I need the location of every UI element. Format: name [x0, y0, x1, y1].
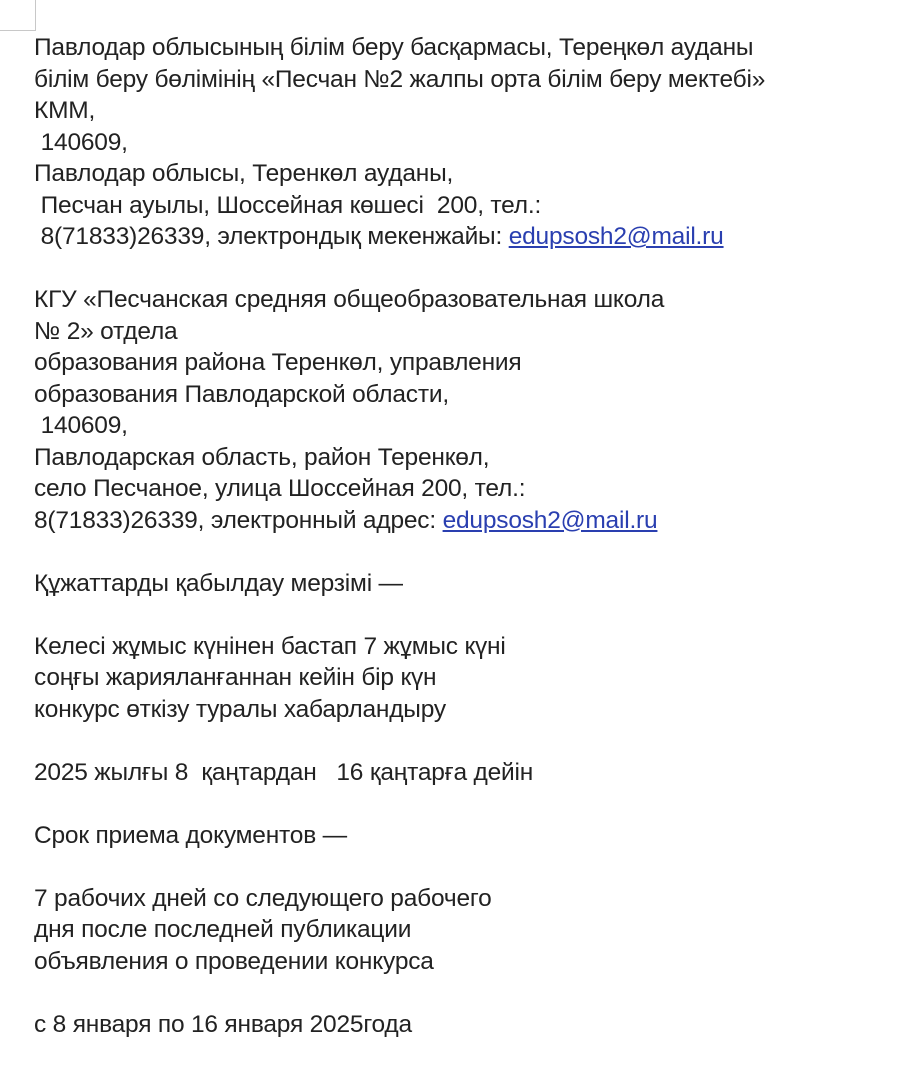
ru-postal-code: 140609,: [34, 412, 128, 439]
kz-org-line-3: КММ,: [34, 97, 96, 124]
kz-phone-text: 8(71833)26339, электрондық мекенжайы:: [34, 223, 509, 250]
kz-org-line-1: Павлодар облысының білім беру басқармасы, Тереңкөл ауданы: [34, 34, 754, 61]
ru-org-line-4: образования Павлодарской области,: [34, 380, 449, 408]
kz-deadline-dates: 2025 жылғы 8 қаңтардан 16 қаңтарға дейін: [34, 758, 534, 786]
kz-deadline-line-2: соңғы жарияланғаннан кейін бір күн: [34, 664, 437, 691]
kz-email-link[interactable]: edupsosh2@mail.ru: [508, 223, 724, 250]
ru-street-address: село Песчаное, улица Шоссейная 200, тел.:: [34, 475, 526, 502]
ru-deadline-heading: Срок приема документов —: [34, 821, 347, 849]
kz-postal-code: 140609,: [34, 128, 128, 156]
ru-deadline-dates: с 8 января по 16 января 2025года: [34, 1010, 412, 1038]
kz-deadline-description: [34, 631, 904, 726]
ru-org-line-2: № 2» отдела: [34, 317, 178, 345]
document-body: [34, 32, 904, 1040]
ru-deadline-line-1: 7 рабочих дней со следующего рабочего: [34, 884, 492, 912]
kazakh-address-block: [34, 32, 904, 253]
ru-deadline-line-3: объявления о проведении конкурса: [34, 947, 434, 975]
spacer: [34, 253, 904, 285]
spacer: [34, 599, 904, 631]
ru-deadline-line-2: дня после последней публикации: [34, 916, 412, 943]
ru-phone-text: 8(71833)26339, электронный адрес:: [34, 506, 443, 534]
russian-address-block: [34, 284, 904, 536]
kz-street-address: Песчан ауылы, Шоссейная көшесі 200, тел.:: [34, 191, 542, 219]
kz-org-line-2: білім беру бөлімінің «Песчан №2 жалпы орта білім беру мектебі»: [34, 65, 766, 93]
spacer: [34, 977, 904, 1009]
spacer: [34, 851, 904, 883]
ru-email-link[interactable]: edupsosh2@mail.ru: [442, 506, 658, 534]
ru-org-line-3: образования района Теренкөл, управления: [34, 349, 522, 376]
kz-deadline-heading: Құжаттарды қабылдау мерзімі —: [34, 569, 403, 597]
kz-deadline-line-1: Келесі жұмыс күнінен бастап 7 жұмыс күні: [34, 632, 506, 660]
ru-deadline-description: [34, 883, 904, 978]
ru-contact-line: [34, 505, 904, 537]
page-corner-mark: [0, 0, 36, 31]
kz-deadline-line-3: конкурс өткізу туралы хабарландыру: [34, 695, 446, 723]
spacer: [34, 788, 904, 820]
ru-region: Павлодарская область, район Теренкөл,: [34, 443, 490, 471]
kz-region: Павлодар облысы, Теренкөл ауданы,: [34, 160, 454, 187]
ru-org-line-1: КГУ «Песчанская средняя общеобразовательная школа: [34, 286, 665, 313]
kz-contact-line: [34, 221, 904, 253]
spacer: [34, 536, 904, 568]
spacer: [34, 725, 904, 757]
